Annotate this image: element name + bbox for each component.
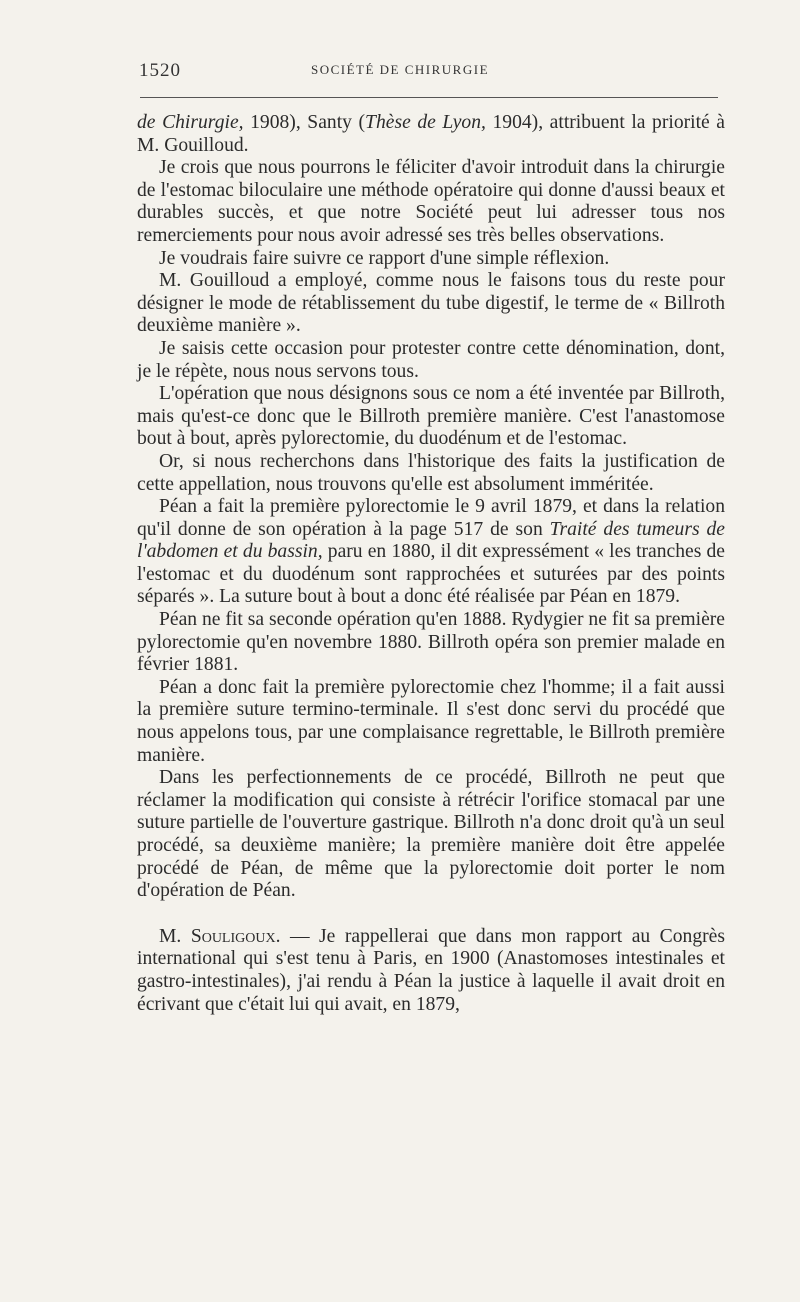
text-run: . — Je rappellerai que dans mon rapport au Congrès international qui s'est tenu à Paris, en 1900 (Anastomoses intestinales et gastro-intestinales), j'ai rendu à Péan la justice à laquelle il avait droit en écrivant que c'était lui qui avait, en 1879, xyxy=(137,925,725,1015)
text-run: 1904), attribuent la priorité à M. Gouilloud. xyxy=(137,112,726,156)
speaker-name: Souligoux xyxy=(190,925,276,947)
paragraph xyxy=(137,496,725,609)
header-rule xyxy=(140,97,718,98)
paragraph: Je crois que nous pourrons le féliciter d'avoir introduit dans la chirurgie de l'estomac biloculaire une méthode opératoire qui donne d'aussi beaux et durables succès, et que notre Société peut lui adresser tous nos remerciements pour nous avoir adressé ses très belles observations. xyxy=(137,157,725,246)
paragraph: Je voudrais faire suivre ce rapport d'une simple réflexion. xyxy=(159,247,610,269)
paragraph: Péan ne fit sa seconde opération qu'en 1888. Rydygier ne fit sa première pylorectomie qu'en novembre 1880. Billroth opéra son premier malade en février 1881. xyxy=(137,609,725,676)
speaker-prefix: M. xyxy=(159,925,191,947)
paragraph xyxy=(137,926,725,1016)
paragraph: Je saisis cette occasion pour protester contre cette dénomination, dont, je le répète, nous nous servons tous. xyxy=(137,337,725,382)
paragraph: M. Gouilloud a employé, comme nous le faisons tous du reste pour désigner le mode de rétablissement du tube digestif, le terme de « Billroth deuxième manière ». xyxy=(137,270,725,337)
book-title-italic: Traité des tumeurs de l'abdomen et du bassin, xyxy=(137,518,726,563)
text-run: 1908), Santy ( xyxy=(243,112,366,133)
running-title: SOCIÉTÉ DE CHIRURGIE xyxy=(310,62,490,77)
text-run: paru en 1880, il dit expressément « les tranches de l'estomac et du duodénum sont rapprochées et suturées par des points séparés ». La suture bout à bout a donc été réalisée par Péan en 1879. xyxy=(137,541,725,608)
paragraph: Or, si nous recherchons dans l'historique des faits la justification de cette appellation, nous trouvons qu'elle est absolument imméritée. xyxy=(137,450,725,495)
paragraph: L'opération que nous désignons sous ce nom a été inventée par Billroth, mais qu'est-ce donc que le Billroth première manière. C'est l'anastomose bout à bout, après pylorectomie, du duodénum et de l'estomac. xyxy=(137,383,725,450)
paragraph: Dans les perfectionnements de ce procédé, Billroth ne peut que réclamer la modification qui consiste à rétrécir l'orifice stomacal par une suture partielle de l'ouverture gastrique. Billroth n'a donc droit qu'à un seul procédé, sa deuxième manière; la première manière doit être appelée procédé de Péan, de même que la pylorectomie doit porter le nom d'opération de Péan. xyxy=(137,767,725,902)
thesis-italic: Thèse de Lyon, xyxy=(365,112,486,133)
paragraph: Péan a donc fait la première pylorectomie chez l'homme; il a fait aussi la première suture termino-terminale. Il s'est donc servi du procédé que nous appelons tous, par une complaisance regrettable, le Billroth première manière. xyxy=(137,676,725,766)
journal-italic: de Chirurgie, xyxy=(137,112,244,133)
text-run: Péan a fait la première pylorectomie le 9 avril 1879, et dans la relation qu'il donne de son opération à la page 517 de son xyxy=(137,496,725,540)
paragraph xyxy=(137,112,725,157)
body-text xyxy=(137,112,725,1016)
page-number: 1520 xyxy=(139,60,181,81)
